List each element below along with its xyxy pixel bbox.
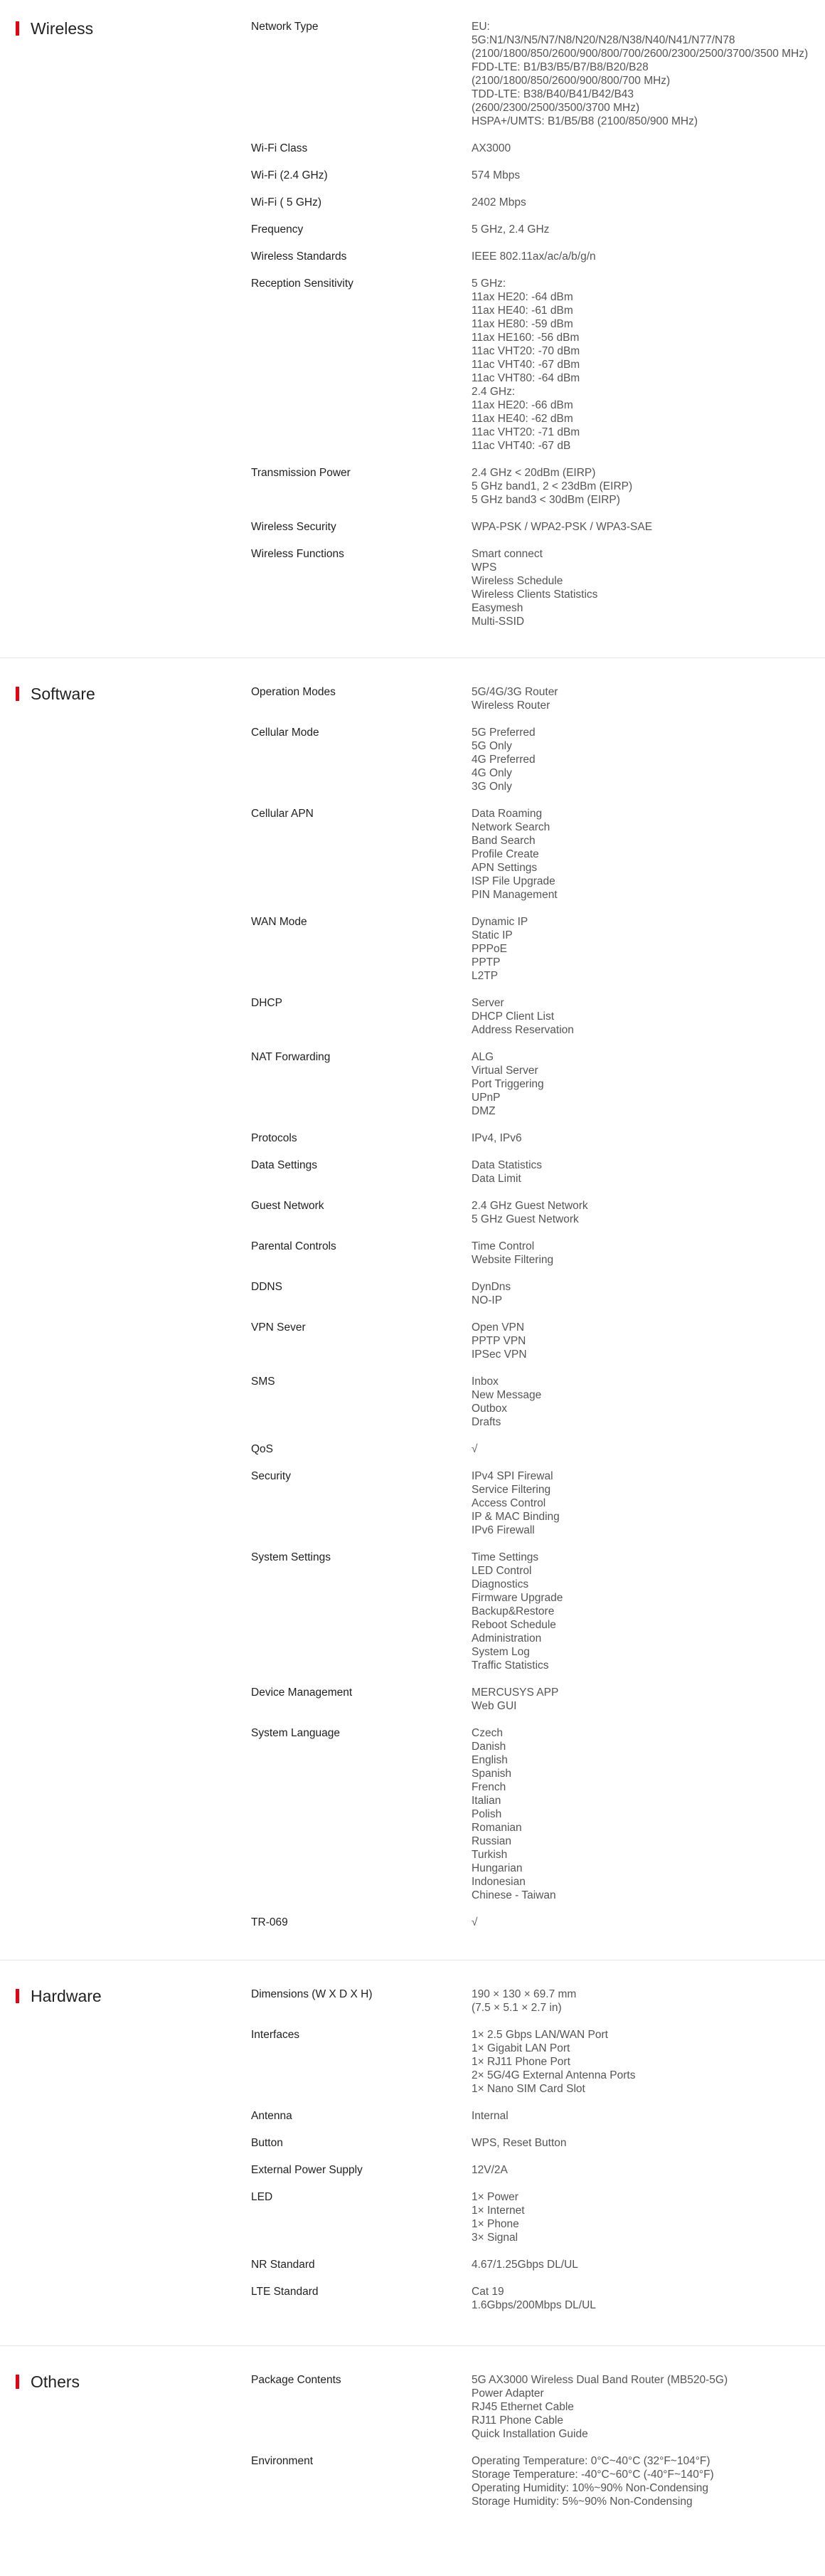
spec-values (472, 2136, 820, 2150)
spec-values (472, 196, 820, 209)
spec-value: EU: (472, 21, 490, 33)
spec-value: UPnP (472, 1092, 501, 1104)
spec-value: 190 × 130 × 69.7 mm (472, 1988, 577, 2000)
spec-value: Static IP (472, 929, 513, 941)
spec-row (251, 250, 825, 263)
spec-label: DDNS (251, 1281, 282, 1293)
spec-values (472, 2163, 820, 2177)
spec-value: 11ac VHT80: -64 dBm (472, 372, 580, 384)
spec-value: Time Settings (472, 1551, 539, 1563)
spec-value: 5 GHz: (472, 278, 506, 290)
spec-value: IPSec VPN (472, 1348, 527, 1361)
spec-value: IEEE 802.11ax/ac/a/b/g/n (472, 250, 596, 263)
spec-value: Wireless Clients Statistics (472, 588, 598, 601)
spec-value: 11ax HE160: -56 dBm (472, 332, 580, 344)
section-header (16, 1986, 102, 2006)
spec-values (472, 1050, 820, 1118)
spec-value: Operating Humidity: 10%~90% Non-Condensing (472, 2482, 709, 2494)
spec-values (472, 726, 820, 793)
spec-value: Chinese - Taiwan (472, 1889, 556, 1901)
spec-value: Drafts (472, 1416, 501, 1428)
spec-value: L2TP (472, 970, 499, 982)
spec-label: Cellular APN (251, 808, 314, 820)
spec-rows (251, 1988, 825, 2312)
spec-label: Frequency (251, 223, 304, 236)
spec-value: 11ax HE20: -64 dBm (472, 291, 573, 303)
spec-label: LTE Standard (251, 2286, 319, 2298)
spec-label: System Language (251, 1727, 340, 1739)
spec-value: 5 GHz, 2.4 GHz (472, 223, 550, 236)
spec-value: Virtual Server (472, 1065, 538, 1077)
spec-value: System Log (472, 1646, 530, 1658)
section-title: Software (31, 685, 95, 703)
spec-value: Port Triggering (472, 1078, 544, 1090)
spec-value: Server (472, 997, 504, 1009)
spec-value: Address Reservation (472, 1024, 574, 1036)
spec-values (472, 466, 820, 507)
spec-value: 1× RJ11 Phone Port (472, 2056, 570, 2068)
spec-row (251, 915, 825, 983)
spec-value: Danish (472, 1741, 506, 1753)
spec-value: 5G Preferred (472, 727, 536, 739)
spec-value: 11ax HE80: -59 dBm (472, 318, 573, 330)
section-header (16, 19, 93, 38)
spec-row (251, 2454, 825, 2508)
spec-label: Wi-Fi (2.4 GHz) (251, 169, 328, 181)
spec-values (472, 2258, 820, 2271)
section-header (16, 684, 95, 704)
spec-value: Band Search (472, 835, 536, 847)
spec-values (472, 807, 820, 902)
spec-values (472, 1240, 820, 1267)
spec-value: 1× Internet (472, 2205, 525, 2217)
spec-value: Wireless Schedule (472, 575, 563, 587)
spec-row (251, 466, 825, 507)
spec-values (472, 223, 820, 236)
spec-row (251, 1240, 825, 1267)
spec-value: (2600/2300/2500/3500/3700 MHz) (472, 102, 640, 114)
spec-row (251, 1321, 825, 1361)
spec-label: Wireless Functions (251, 548, 344, 560)
spec-row (251, 2028, 825, 2096)
spec-value: Traffic Statistics (472, 1659, 549, 1672)
spec-label: VPN Sever (251, 1321, 306, 1334)
spec-value: Operating Temperature: 0°C~40°C (32°F~104°F) (472, 2455, 710, 2467)
spec-value: Smart connect (472, 548, 543, 560)
spec-label: DHCP (251, 997, 282, 1009)
spec-row (251, 685, 825, 712)
spec-value: 2.4 GHz Guest Network (472, 1200, 588, 1212)
spec-value: Internal (472, 2110, 509, 2122)
spec-value: PIN Management (472, 889, 558, 901)
spec-values (472, 169, 820, 182)
spec-label: Transmission Power (251, 467, 351, 479)
spec-rows (251, 685, 825, 1929)
spec-value: Easymesh (472, 602, 523, 614)
spec-label: TR-069 (251, 1916, 288, 1928)
spec-section-others (0, 2346, 825, 2508)
spec-value: Open VPN (472, 1321, 525, 1334)
spec-values (472, 250, 820, 263)
spec-value: IPv4, IPv6 (472, 1132, 522, 1144)
spec-value: 3× Signal (472, 2232, 518, 2244)
spec-value: ISP File Upgrade (472, 875, 555, 887)
spec-values (472, 2373, 820, 2441)
spec-value: DMZ (472, 1105, 496, 1117)
spec-value: Inbox (472, 1376, 499, 1388)
spec-row (251, 2258, 825, 2271)
section-accent-bar (16, 21, 19, 36)
spec-value: Power Adapter (472, 2387, 544, 2400)
spec-value: 2.4 GHz: (472, 386, 516, 398)
spec-rows (251, 2373, 825, 2508)
spec-values (472, 1916, 820, 1929)
spec-label: QoS (251, 1443, 274, 1455)
spec-value: PPTP VPN (472, 1335, 526, 1347)
spec-value: WPS (472, 561, 497, 574)
spec-values (472, 2109, 820, 2123)
spec-label: Security (251, 1470, 291, 1482)
spec-value: PPTP (472, 956, 501, 968)
spec-values (472, 1199, 820, 1226)
spec-value: 11ax HE40: -61 dBm (472, 305, 573, 317)
spec-values (472, 20, 820, 128)
section-title: Wireless (31, 19, 94, 38)
spec-values (472, 142, 820, 155)
spec-value: Network Search (472, 821, 550, 833)
spec-value: 4G Preferred (472, 754, 536, 766)
spec-values (472, 1280, 820, 1307)
spec-value: Web GUI (472, 1700, 517, 1712)
spec-label: Device Management (251, 1686, 353, 1699)
section-accent-bar (16, 687, 19, 701)
spec-value: 574 Mbps (472, 169, 521, 181)
spec-row (251, 1686, 825, 1713)
spec-row (251, 277, 825, 453)
spec-value: Data Statistics (472, 1159, 543, 1171)
spec-value: Firmware Upgrade (472, 1592, 563, 1604)
spec-row (251, 726, 825, 793)
spec-value: 5G/4G/3G Router (472, 686, 558, 698)
spec-row (251, 223, 825, 236)
spec-row (251, 2163, 825, 2177)
spec-values (472, 1442, 820, 1456)
spec-value: HSPA+/UMTS: B1/B5/B8 (2100/850/900 MHz) (472, 115, 698, 127)
section-title: Others (31, 2372, 80, 2391)
spec-values (472, 685, 820, 712)
spec-value: NO-IP (472, 1294, 503, 1307)
spec-value: 11ax HE20: -66 dBm (472, 399, 573, 411)
spec-label: Interfaces (251, 2029, 300, 2041)
spec-row (251, 520, 825, 534)
spec-value: 5G AX3000 Wireless Dual Band Router (MB520-5G) (472, 2374, 728, 2386)
spec-value: 1.6Gbps/200Mbps DL/UL (472, 2299, 596, 2311)
spec-value: IPv4 SPI Firewal (472, 1470, 553, 1482)
spec-value: IPv6 Firewall (472, 1524, 535, 1536)
spec-row (251, 1158, 825, 1186)
spec-value: (2100/1800/850/2600/900/800/700 MHz) (472, 75, 671, 87)
spec-value: Multi-SSID (472, 616, 525, 628)
spec-value: 2402 Mbps (472, 196, 526, 208)
spec-values (472, 1726, 820, 1902)
spec-values (472, 1551, 820, 1672)
spec-value: DynDns (472, 1281, 511, 1293)
spec-value: Data Limit (472, 1173, 521, 1185)
spec-value: AX3000 (472, 142, 511, 154)
spec-value: Russian (472, 1835, 511, 1847)
spec-value: √ (472, 1443, 478, 1455)
spec-row (251, 1988, 825, 2015)
spec-value: 11ac VHT40: -67 dB (472, 440, 571, 452)
spec-value: Time Control (472, 1240, 535, 1252)
spec-label: Data Settings (251, 1159, 318, 1171)
section-accent-bar (16, 2375, 19, 2389)
spec-row (251, 1726, 825, 1902)
spec-value: 11ax HE40: -62 dBm (472, 413, 573, 425)
spec-label: Reception Sensitivity (251, 278, 353, 290)
spec-value: 1× Power (472, 2191, 518, 2203)
spec-value: 1× Gigabit LAN Port (472, 2042, 570, 2054)
spec-value: 5 GHz band1, 2 < 23dBm (EIRP) (472, 480, 633, 492)
spec-label: Protocols (251, 1132, 297, 1144)
spec-row (251, 1551, 825, 1672)
spec-row (251, 196, 825, 209)
spec-value: French (472, 1781, 506, 1793)
spec-value: √ (472, 1916, 478, 1928)
spec-value: Outbox (472, 1403, 507, 1415)
spec-value: 11ac VHT20: -70 dBm (472, 345, 580, 357)
spec-value: Wireless Router (472, 700, 550, 712)
spec-value: APN Settings (472, 862, 538, 874)
spec-label: External Power Supply (251, 2164, 363, 2176)
spec-value: 4G Only (472, 767, 512, 779)
spec-row (251, 1442, 825, 1456)
spec-row (251, 807, 825, 902)
spec-value: WPS, Reset Button (472, 2137, 567, 2149)
spec-value: Polish (472, 1808, 502, 1820)
section-header (16, 2372, 80, 2392)
spec-value: WPA-PSK / WPA2-PSK / WPA3-SAE (472, 521, 653, 533)
spec-label: Operation Modes (251, 686, 336, 698)
spec-value: Quick Installation Guide (472, 2428, 588, 2440)
spec-values (472, 996, 820, 1037)
spec-value: 11ac VHT40: -67 dBm (472, 359, 580, 371)
spec-values (472, 915, 820, 983)
spec-value: 2.4 GHz < 20dBm (EIRP) (472, 467, 596, 479)
spec-values (472, 277, 820, 453)
spec-values (472, 1158, 820, 1186)
spec-value: Diagnostics (472, 1578, 529, 1590)
spec-values (472, 520, 820, 534)
spec-value: LED Control (472, 1565, 532, 1577)
spec-values (472, 2454, 820, 2508)
spec-row (251, 169, 825, 182)
spec-value: 5G Only (472, 740, 512, 752)
spec-value: 1× Phone (472, 2218, 519, 2230)
spec-row (251, 1469, 825, 1537)
spec-value: Dynamic IP (472, 916, 528, 928)
spec-value: Turkish (472, 1849, 508, 1861)
spec-row (251, 2285, 825, 2312)
spec-values (472, 547, 820, 628)
spec-row (251, 1131, 825, 1145)
spec-label: Network Type (251, 21, 319, 33)
spec-label: Button (251, 2137, 283, 2149)
spec-value: Storage Temperature: -40°C~60°C (-40°F~140°F) (472, 2469, 714, 2481)
spec-label: Dimensions (W X D X H) (251, 1988, 373, 2000)
spec-value: Data Roaming (472, 808, 543, 820)
spec-row (251, 2190, 825, 2244)
spec-values (472, 1321, 820, 1361)
spec-label: SMS (251, 1376, 275, 1388)
spec-label: Wireless Security (251, 521, 336, 533)
spec-row (251, 142, 825, 155)
spec-value: (7.5 × 5.1 × 2.7 in) (472, 2002, 562, 2014)
spec-value: 12V/2A (472, 2164, 508, 2176)
spec-label: Package Contents (251, 2374, 341, 2386)
spec-value: Hungarian (472, 1862, 523, 1874)
spec-label: Parental Controls (251, 1240, 336, 1252)
spec-value: 5 GHz Guest Network (472, 1213, 579, 1225)
spec-row (251, 1199, 825, 1226)
spec-value: 3G Only (472, 781, 512, 793)
spec-value: RJ45 Ethernet Cable (472, 2401, 574, 2413)
spec-value: 5G:N1/N3/N5/N7/N8/N20/N28/N38/N40/N41/N77/N78 (2100/1800/850/2600/900/800/700/2600/2300/2500/3700/3500 MHz) (472, 34, 809, 60)
spec-value: FDD-LTE: B1/B3/B5/B7/B8/B20/B28 (472, 61, 649, 73)
spec-values (472, 1131, 820, 1145)
spec-row (251, 1280, 825, 1307)
spec-value: 1× Nano SIM Card Slot (472, 2083, 585, 2095)
spec-label: NR Standard (251, 2259, 315, 2271)
spec-label: Guest Network (251, 1200, 324, 1212)
spec-value: Czech (472, 1727, 503, 1739)
spec-value: Storage Humidity: 5%~90% Non-Condensing (472, 2496, 693, 2508)
spec-value: Website Filtering (472, 1254, 554, 1266)
spec-value: Spanish (472, 1768, 512, 1780)
section-title: Hardware (31, 1987, 102, 2005)
spec-section-wireless (0, 0, 825, 658)
spec-value: Access Control (472, 1497, 546, 1509)
spec-label: Environment (251, 2455, 314, 2467)
spec-row (251, 1050, 825, 1118)
spec-value: 5 GHz band3 < 30dBm (EIRP) (472, 494, 620, 506)
spec-value: 1× 2.5 Gbps LAN/WAN Port (472, 2029, 608, 2041)
spec-value: RJ11 Phone Cable (472, 2414, 563, 2427)
spec-value: Backup&Restore (472, 1605, 555, 1617)
spec-row (251, 547, 825, 628)
spec-label: Antenna (251, 2110, 292, 2122)
spec-value: Indonesian (472, 1876, 526, 1888)
spec-row (251, 1375, 825, 1429)
spec-value: Reboot Schedule (472, 1619, 556, 1631)
spec-row (251, 1916, 825, 1929)
spec-values (472, 2285, 820, 2312)
spec-value: New Message (472, 1389, 542, 1401)
spec-values (472, 2190, 820, 2244)
spec-values (472, 1686, 820, 1713)
spec-value: 2× 5G/4G External Antenna Ports (472, 2069, 636, 2081)
spec-section-software (0, 658, 825, 1960)
spec-value: Cat 19 (472, 2286, 504, 2298)
spec-value: TDD-LTE: B38/B40/B41/B42/B43 (472, 88, 634, 100)
spec-label: Wireless Standards (251, 250, 347, 263)
spec-value: Administration (472, 1632, 542, 1645)
spec-label: NAT Forwarding (251, 1051, 331, 1063)
spec-value: MERCUSYS APP (472, 1686, 559, 1699)
section-accent-bar (16, 1989, 19, 2003)
spec-label: Wi-Fi ( 5 GHz) (251, 196, 322, 208)
spec-value: Romanian (472, 1822, 522, 1834)
spec-rows (251, 20, 825, 628)
spec-value: Italian (472, 1795, 501, 1807)
spec-value: PPPoE (472, 943, 507, 955)
spec-row (251, 2136, 825, 2150)
spec-value: Service Filtering (472, 1484, 551, 1496)
spec-label: System Settings (251, 1551, 331, 1563)
spec-value: IP & MAC Binding (472, 1511, 560, 1523)
spec-value: Profile Create (472, 848, 539, 860)
spec-row (251, 20, 825, 128)
spec-label: Wi-Fi Class (251, 142, 308, 154)
spec-values (472, 1988, 820, 2015)
spec-value: English (472, 1754, 508, 1766)
spec-label: LED (251, 2191, 273, 2203)
spec-value: 4.67/1.25Gbps DL/UL (472, 2259, 578, 2271)
spec-value: DHCP Client List (472, 1010, 555, 1023)
spec-label: WAN Mode (251, 916, 307, 928)
spec-row (251, 2373, 825, 2441)
spec-label: Cellular Mode (251, 727, 319, 739)
spec-values (472, 2028, 820, 2096)
spec-row (251, 996, 825, 1037)
spec-row (251, 2109, 825, 2123)
spec-section-hardware (0, 1960, 825, 2346)
spec-value: 11ac VHT20: -71 dBm (472, 426, 580, 438)
spec-values (472, 1469, 820, 1537)
spec-value: ALG (472, 1051, 494, 1063)
spec-values (472, 1375, 820, 1429)
